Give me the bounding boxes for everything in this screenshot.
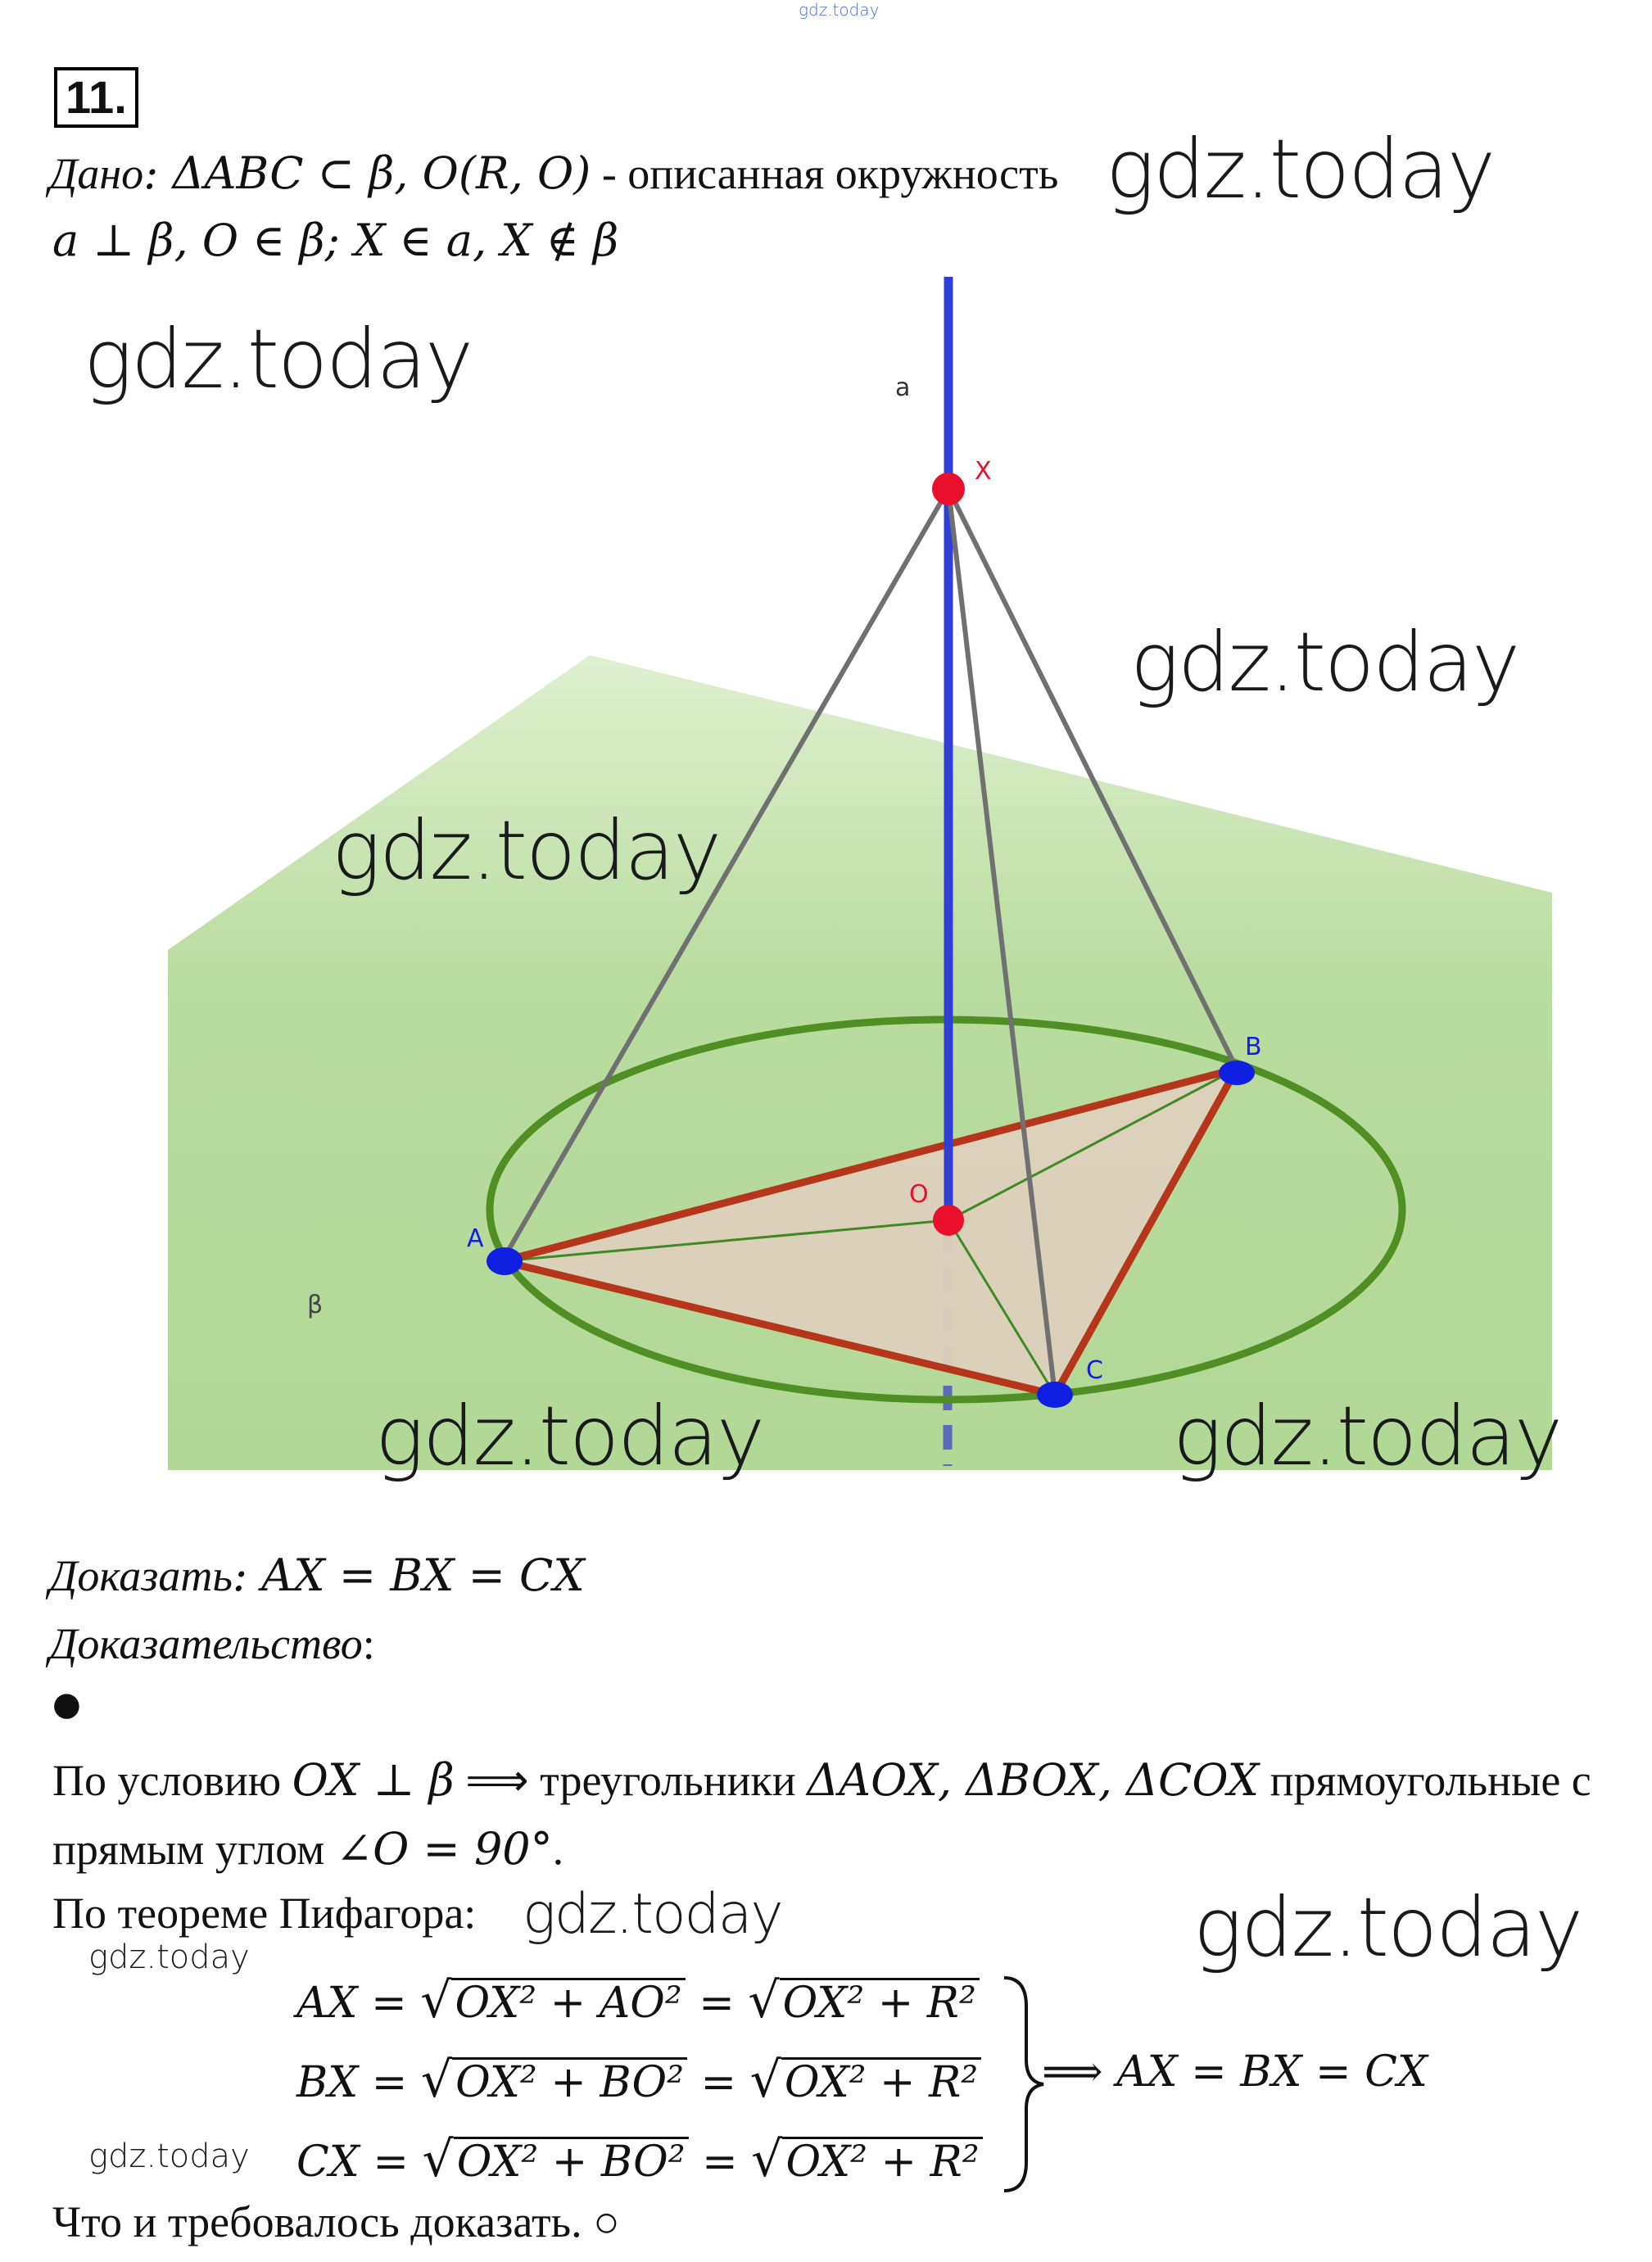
watermark-7: gdz.today (1193, 1880, 1582, 1975)
proof-line-1-c: прямоугольные с (1259, 1756, 1591, 1805)
end-line: Что и требовалось доказать. ○ (52, 2197, 620, 2246)
proof-line-1-b: ⟹ треугольники (454, 1756, 808, 1805)
equation-cx: CX = √OX² + BO² = √OX² + R² (296, 2131, 983, 2188)
watermark-5: gdz.today (375, 1388, 764, 1484)
prove-label: Доказать (49, 1551, 233, 1600)
eq-bx-mid: OX² + BO² (452, 2057, 687, 2106)
eq-bx-rhs: OX² + R² (781, 2057, 981, 2106)
proof-line-1-math-1: OX ⊥ β (292, 1754, 455, 1806)
point-b (1219, 1061, 1255, 1085)
proof-line-2-math: ∠O = 90° (335, 1823, 553, 1875)
eq-cx-lhs: CX (296, 2138, 360, 2187)
prove-line (49, 1549, 585, 1601)
watermark-10: gdz.today (88, 2138, 250, 2175)
watermark-8: gdz.today (523, 1882, 782, 1947)
given-label: Дано (49, 149, 144, 198)
top-watermark: gdz.today (799, 0, 880, 20)
proof-line-1-a: По условию (52, 1756, 292, 1805)
watermark-6: gdz.today (1173, 1388, 1562, 1484)
proof-line-3: По теореме Пифагора: (52, 1889, 477, 1938)
bullet: ● (52, 1685, 81, 1723)
point-a (487, 1247, 523, 1275)
given-math-1: : ΔABC ⊂ β, 𝑂(R, O) (143, 147, 591, 199)
label-x: X (975, 457, 992, 486)
label-beta: β (307, 1291, 324, 1319)
eq-cx-mid: OX² + BO² (454, 2137, 689, 2186)
eq-ax-mid: OX² + AO² (451, 1978, 685, 2027)
watermark-2: gdz.today (84, 311, 473, 407)
given-text-1: - описанная окружность (591, 149, 1059, 198)
given-line-2: a ⊥ β, O ∈ β; X ∈ a, X ∉ β (52, 215, 619, 266)
prove-statement: : AX = BX = CX (232, 1549, 585, 1601)
proof-colon: : (362, 1619, 375, 1668)
proof-line-1 (52, 1754, 1591, 1806)
label-a-line: a (895, 373, 911, 402)
conclusion: ⟹ AX = BX = CX (1042, 2047, 1428, 2097)
equation-bx: BX = √OX² + BO² = √OX² + R² (296, 2052, 981, 2109)
watermark-9: gdz.today (88, 1939, 250, 1976)
label-c: C (1086, 1356, 1103, 1385)
label-b: B (1245, 1033, 1262, 1061)
proof-heading (49, 1618, 375, 1669)
eq-bx-lhs: BX (296, 2058, 359, 2107)
right-brace (998, 1974, 1047, 2195)
label-point-a: A (467, 1224, 484, 1253)
equation-ax: AX = √OX² + AO² = √OX² + R² (296, 1972, 980, 2029)
point-x (932, 473, 965, 505)
proof-line-1-math-2: ΔAOX, ΔBOX, ΔCOX (807, 1754, 1260, 1806)
eq-ax-lhs: AX (296, 1979, 358, 2028)
proof-line-2 (52, 1823, 563, 1875)
problem-number: 11. (54, 67, 138, 128)
label-o: O (909, 1180, 929, 1209)
watermark-1: gdz.today (1106, 121, 1495, 217)
eq-ax-rhs: OX² + R² (780, 1978, 980, 2027)
point-o (933, 1205, 964, 1236)
point-c (1037, 1382, 1073, 1408)
proof-label: Доказательство (49, 1619, 363, 1668)
watermark-3: gdz.today (1130, 614, 1519, 710)
watermark-4: gdz.today (332, 803, 721, 898)
proof-line-2-a: прямым углом (52, 1825, 336, 1874)
eq-cx-rhs: OX² + R² (782, 2137, 982, 2186)
proof-line-2-b: . (552, 1825, 564, 1874)
